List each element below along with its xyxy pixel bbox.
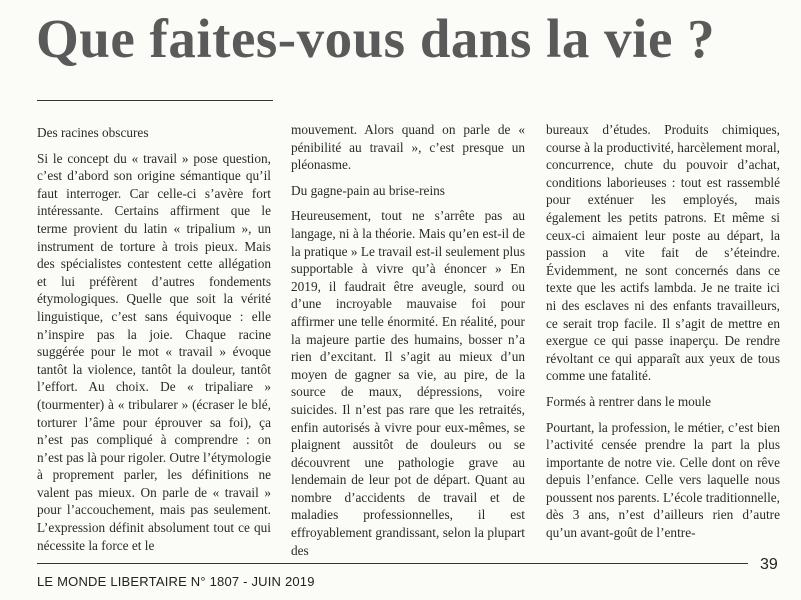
column-1 <box>37 124 271 554</box>
paragraph: Pourtant, la profession, le métier, c’est bien l’activité censée prendre la part la plus importante de notre vie. Celle dont on rêve depuis l’enfance. Celle vers laquelle nous poussent nos parents. L’école traditionnelle, dès 3 ans, n’est d’ailleurs rien d’autre qu’un avant-goût de l’entre- <box>546 419 780 541</box>
paragraph: bureaux d’études. Produits chimiques, course à la productivité, harcèlement moral, concurrence, chute du pouvoir d’achat, conditions laborieuses : tout est rassemblé pour exténuer les employés, mais également les petits patrons. Et même si ceux-ci aimaient leur poste au départ, la passion a vite fait de s’éteindre. Évidemment, ne sont concernés dans ce texte que les actifs lambda. Je ne traite ici ni des esclaves ni des enfants travailleurs, ce serait trop facile. Il s’agit de mettre en exergue ce qui passe inaperçu. De rendre révoltant ce qui apparaît aux yeux de tous comme une fatalité. <box>546 122 780 384</box>
paragraph: Si le concept du « travail » pose question, c’est d’abord son origine sémantique qu’il faut interroger. Car celle-ci s’avère fort intéressante. Certains affirment que le terme provient du latin « tripalium », un instrument de torture à trois pieux. Mais des spécialistes contestent cette allégation et lui préfèrent d’autres fondements étymologiques. Quelle que soit la vérité linguistique, c’est sans équivoque : elle n’inspire pas la joie. Chaque racine suggérée pour le mot « travail » évoque tantôt la violence, tantôt la douleur, tantôt l’effort. Au choix. De « tripaliare » (tourmenter) à « tribularer » (écraser le blé, torturer l’âme pour éprouver sa foi), ça n’est pas compliqué à comprendre : on n’est pas là pour rigoler. Outre l’étymologie à proprement parler, les définitions ne valent pas mieux. On parle de « travail » pour l’accouchement, mais pas seulement. L’expression définit absolument tout ce qui nécessite la force et le <box>37 150 271 553</box>
page-number: 39 <box>760 556 778 573</box>
section-heading-2: Du gagne-pain au brise-reins <box>291 182 445 198</box>
paragraph: Heureusement, tout ne s’arrête pas au langage, ni à la théorie. Mais qu’en est-il de la pratique » Le travail est-il seulement plus supportable à vivre qu’à énoncer » En 2019, il faudrait être aveugle, sourd ou d’une incroyable mauvaise foi pour affirmer une telle énormité. En réalité, pour la majeure partie des humains, bosser n’a rien d’excitant. Il s’agit au mieux d’un moyen de gagner sa vie, au pire, de la source de maux, dépressions, voire suicides. Il n’est pas rare que les retraités, enfin autorisés à vivre pour eux-mêmes, se plaignent aussitôt de douleurs ou se découvrent une pathologie grave au lendemain de leur pot de départ. Quant au nombre d’accidents de travail et de maladies professionnelles, il est effroyablement grandissant, selon la plupart des <box>291 208 525 558</box>
section-heading-1: Des racines obscures <box>37 125 149 140</box>
publication-info: LE MONDE LIBERTAIRE N° 1807 - JUIN 2019 <box>37 574 315 589</box>
paragraph: mouvement. Alors quand on parle de « pénibilité au travail », c’est presque un pléonasme. <box>291 122 525 173</box>
footer-divider <box>37 563 748 564</box>
column-3 <box>546 121 780 542</box>
title-divider <box>37 100 273 101</box>
column-2 <box>291 121 525 559</box>
article-title: Que faites-vous dans la vie ? <box>36 8 716 69</box>
section-heading-3: Formés à rentrer dans le moule <box>546 393 712 409</box>
